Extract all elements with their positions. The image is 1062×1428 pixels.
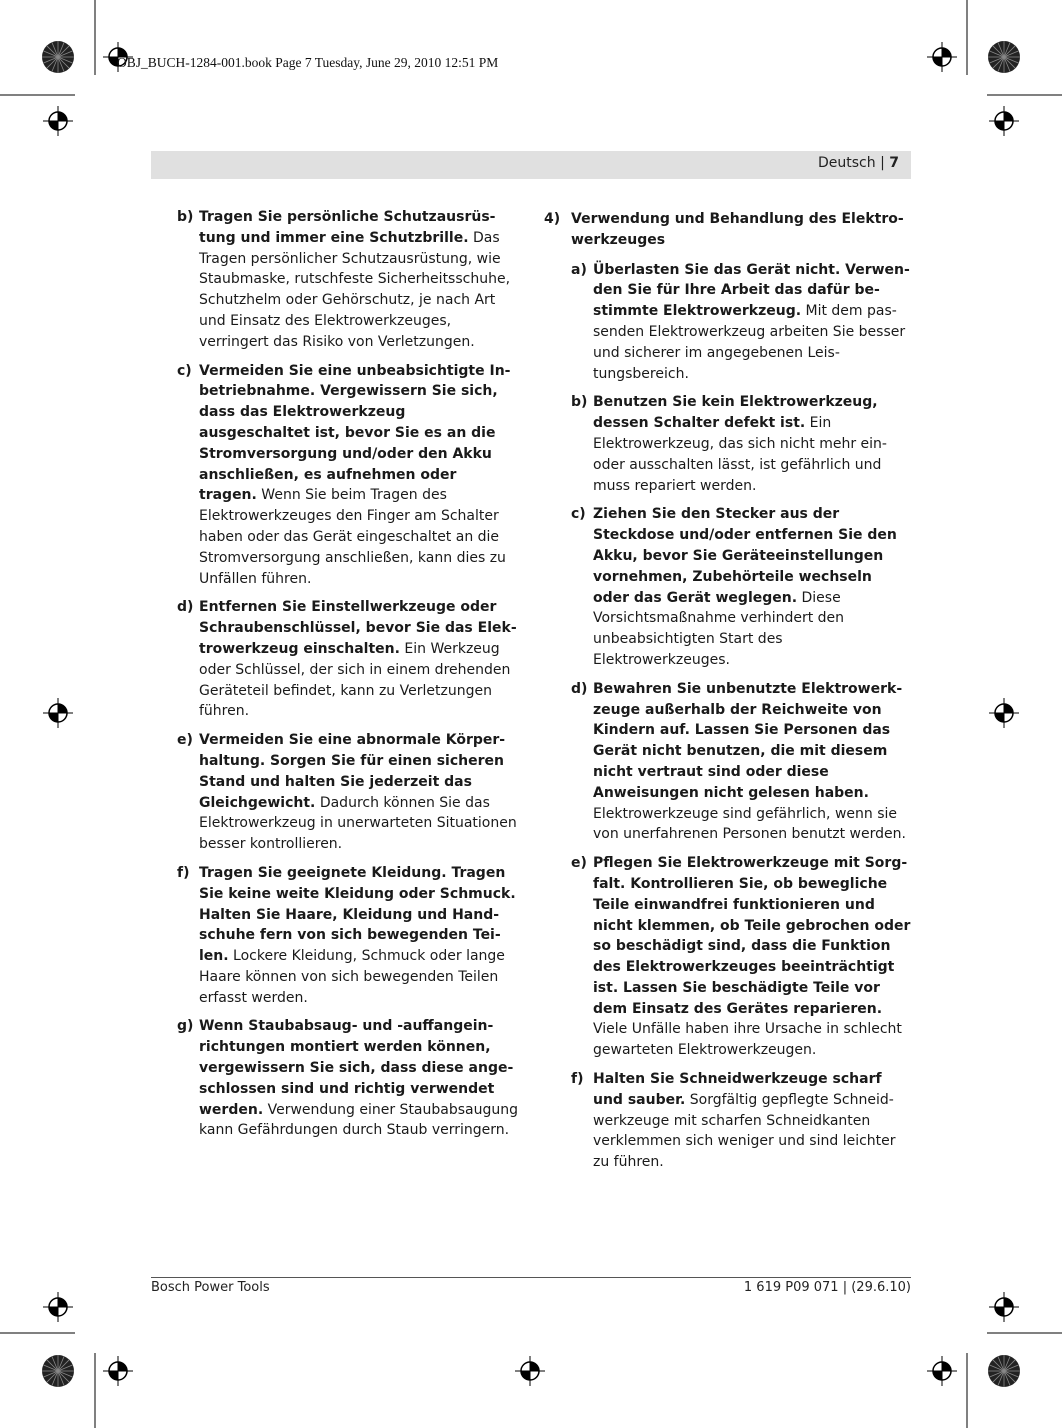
section-heading bbox=[544, 209, 912, 251]
footer-rule bbox=[151, 1277, 911, 1278]
item-bold: Halten Sie Schneidwerkzeuge scharf und sauber. bbox=[593, 1071, 882, 1108]
item-label: e) bbox=[571, 855, 587, 872]
registration-mark bbox=[43, 1292, 73, 1322]
item-label: e) bbox=[177, 732, 193, 749]
running-header bbox=[151, 151, 911, 179]
item-label: f) bbox=[571, 1071, 584, 1088]
header-text bbox=[818, 155, 899, 171]
color-wheel-mark bbox=[42, 41, 74, 73]
item-bold: Entfernen Sie Einstellwerkzeuge oder Schraubenschlüssel, bevor Sie das Elektrowerkzeug einschalten. bbox=[199, 599, 517, 657]
item-text: Sorgfältig gepflegte Schneidwerkzeuge mit scharfen Schneidkanten verklemmen sich weniger und sind leichter zu führen. bbox=[593, 1091, 896, 1171]
item-label: a) bbox=[571, 261, 587, 278]
item-bold: Vermeiden Sie eine unbeabsichtigte Inbetriebnahme. Vergewissern Sie sich, dass das Elektrowerkzeug ausgeschaltet ist, bevor Sie es an die Stromversorgung und/oder den Akku anschließen, es aufnehmen oder tragen. bbox=[199, 362, 511, 504]
registration-mark bbox=[989, 106, 1019, 136]
item-text: Ein Elektrowerkzeug, das sich nicht mehr ein- oder ausschalten lässt, ist gefährlich und muss repariert werden. bbox=[593, 415, 887, 494]
color-wheel-mark bbox=[988, 41, 1020, 73]
item-text: Das Tragen persönlicher Schutzausrüstung, wie Staubmaske, rutschfeste Sicherheitsschuhe, Schutzhelm oder Gehörschutz, je nach Art und Einsatz des Elektrowerkzeuges, verringert das Risiko von Verletzungen. bbox=[199, 229, 511, 350]
item-label: f) bbox=[177, 864, 190, 881]
header-language: Deutsch bbox=[818, 155, 876, 171]
section-label: 4) bbox=[544, 211, 561, 227]
list-item bbox=[177, 730, 519, 855]
list-item bbox=[571, 679, 912, 845]
item-text: Ein Werkzeug oder Schlüssel, der sich in einem drehenden Geräteteil befindet, kann zu Verletzungen führen. bbox=[199, 640, 511, 720]
item-text: Viele Unfälle haben ihre Ursache in schlecht gewarteten Elektrowerkzeugen. bbox=[593, 1021, 902, 1059]
list-item bbox=[177, 1016, 519, 1141]
list-item bbox=[177, 863, 519, 1009]
list-item bbox=[177, 361, 519, 590]
item-label: d) bbox=[571, 680, 588, 697]
list-item bbox=[571, 504, 912, 670]
item-text: Wenn Sie beim Tragen des Elektrowerkzeuges den Finger am Schalter haben oder das Gerät eingeschaltet an die Stromversorgung anschließen, kann dies zu Unfällen führen. bbox=[199, 487, 506, 587]
slug-line: OBJ_BUCH-1284-001.book Page 7 Tuesday, June 29, 2010 12:51 PM bbox=[117, 55, 499, 70]
list-item bbox=[571, 853, 912, 1061]
item-text: Diese Vorsichtsmaßnahme verhindert den unbeabsichtigten Start des Elektrowerkzeuges. bbox=[593, 589, 845, 668]
list-item bbox=[571, 1069, 912, 1173]
page-number: 7 bbox=[889, 155, 899, 171]
item-bold: Vermeiden Sie eine abnormale Körperhaltung. Sorgen Sie für einen sicheren Stand und halten Sie jederzeit das Gleichgewicht. bbox=[199, 732, 506, 811]
color-wheel-mark bbox=[42, 1355, 74, 1387]
list-item bbox=[571, 392, 912, 496]
registration-mark bbox=[989, 698, 1019, 728]
section-items bbox=[571, 260, 912, 1173]
footer-publisher: Bosch Power Tools bbox=[151, 1280, 270, 1295]
list-item bbox=[177, 597, 519, 722]
item-text: Verwendung einer Staubabsaugung kann Gefährdungen durch Staub verringern. bbox=[199, 1101, 518, 1139]
item-text: Lockere Kleidung, Schmuck oder lange Haare können von sich bewegenden Teilen erfasst werden. bbox=[199, 948, 505, 1006]
item-bold: Tragen Sie geeignete Kleidung. Tragen Sie keine weite Kleidung oder Schmuck. Halten Sie Haare, Kleidung und Handschuhe fern von sich bewegenden Teilen. bbox=[199, 864, 516, 965]
item-bold: Wenn Staubabsaug- und -auffangeinrichtungen montiert werden können, vergewissern Sie sich, dass diese angeschlossen sind und richtig verwendet werden. bbox=[199, 1018, 514, 1118]
item-label: c) bbox=[571, 506, 586, 523]
registration-mark bbox=[515, 1356, 545, 1386]
item-bold: Ziehen Sie den Stecker aus der Steckdose und/oder entfernen Sie den Akku, bevor Sie Geräteeinstellungen vornehmen, Zubehörteile wechseln oder das Gerät weglegen. bbox=[593, 506, 897, 606]
registration-mark bbox=[43, 698, 73, 728]
header-separator: | bbox=[875, 155, 890, 171]
item-bold: Pflegen Sie Elektrowerkzeuge mit Sorgfalt. Kontrollieren Sie, ob bewegliche Teile einwandfrei funktionieren und nicht klemmen, ob Teile gebrochen oder so beschädigt sind, dass die Funktion des Elektrowerkzeuges beeinträchtigt ist. Lassen Sie beschädigte Teile vor dem Einsatz des Gerätes reparieren. bbox=[593, 855, 911, 1017]
item-bold: Benutzen Sie kein Elektrowerkzeug, dessen Schalter defekt ist. bbox=[593, 394, 878, 432]
right-column bbox=[544, 209, 912, 1181]
list-item bbox=[177, 207, 519, 353]
registration-mark bbox=[43, 106, 73, 136]
item-label: b) bbox=[571, 394, 588, 411]
item-label: d) bbox=[177, 599, 194, 616]
item-bold: Überlasten Sie das Gerät nicht. Verwenden Sie für Ihre Arbeit das dafür bestimmte Elektrowerkzeug. bbox=[593, 261, 910, 320]
footer-docnumber: 1 619 P09 071 | (29.6.10) bbox=[743, 1280, 911, 1295]
color-wheel-mark bbox=[988, 1355, 1020, 1387]
item-text: Elektrowerkzeuge sind gefährlich, wenn sie von unerfahrenen Personen benutzt werden. bbox=[593, 805, 906, 843]
item-bold: Bewahren Sie unbenutzte Elektrowerkzeuge außerhalb der Reichweite von Kindern auf. Lassen Sie Personen das Gerät nicht benutzen, die mit diesem nicht vertraut sind oder diese Anweisungen nicht gelesen haben. bbox=[593, 680, 903, 801]
registration-mark bbox=[989, 1292, 1019, 1322]
item-label: g) bbox=[177, 1018, 194, 1035]
item-text: Mit dem passenden Elektrowerkzeug arbeiten Sie besser und sicherer im angegebenen Leistungsbereich. bbox=[593, 303, 906, 382]
item-text: Dadurch können Sie das Elektrowerkzeug in unerwarteten Situationen besser kontrollieren. bbox=[199, 794, 517, 853]
item-bold: Tragen Sie persönliche Schutzausrüstung und immer eine Schutzbrille. bbox=[199, 209, 496, 246]
registration-mark bbox=[927, 42, 957, 72]
registration-mark bbox=[927, 1356, 957, 1386]
section-title: Verwendung und Behandlung des Elektrowerkzeuges bbox=[571, 211, 904, 248]
registration-mark bbox=[103, 1356, 133, 1386]
item-label: c) bbox=[177, 362, 192, 379]
left-column bbox=[177, 207, 519, 1149]
list-item bbox=[571, 260, 912, 385]
item-label: b) bbox=[177, 209, 194, 225]
